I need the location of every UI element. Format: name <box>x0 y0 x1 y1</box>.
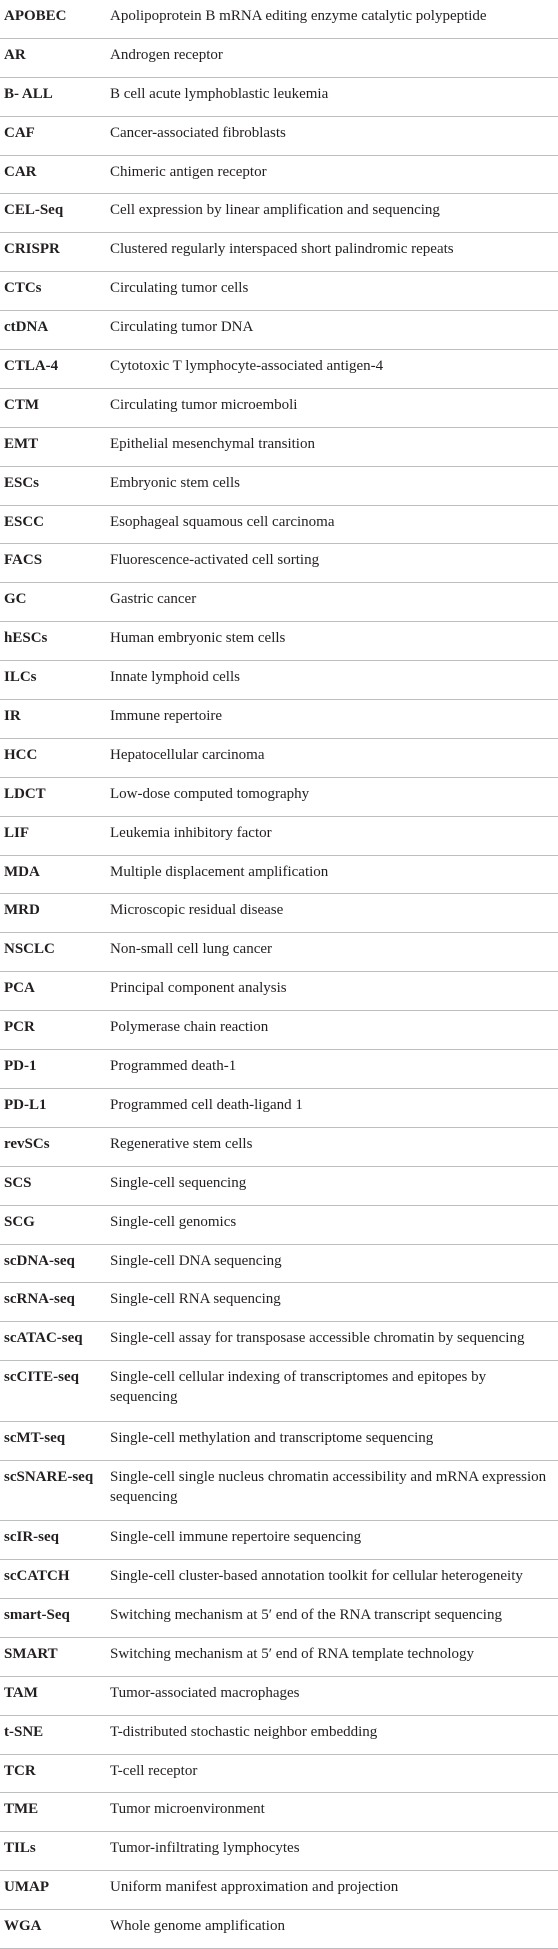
table-row <box>0 1793 558 1832</box>
abbreviation-term: PD-L1 <box>4 1096 47 1113</box>
table-row <box>0 856 558 895</box>
abbreviation-definition: Uniform manifest approximation and projection <box>110 1879 399 1896</box>
table-row <box>0 622 558 661</box>
abbreviation-term: CAF <box>4 124 35 141</box>
abbreviation-definition: Single-cell genomics <box>110 1213 237 1230</box>
abbreviation-term: PCR <box>4 1019 35 1036</box>
abbreviation-term: smart-Seq <box>4 1607 70 1624</box>
abbreviation-definition: Human embryonic stem cells <box>110 630 286 647</box>
abbreviation-term: FACS <box>4 552 43 569</box>
abbreviation-term: SCG <box>4 1213 35 1230</box>
abbreviation-term: scCITE-seq <box>4 1369 80 1386</box>
abbreviation-definition: Circulating tumor DNA <box>110 319 254 336</box>
table-row <box>0 350 558 389</box>
abbreviation-definition: Microscopic residual disease <box>110 902 284 919</box>
abbreviation-definition: Low-dose computed tomography <box>110 785 310 802</box>
abbreviation-definition: Single-cell cluster-based annotation toolkit for cellular heterogeneity <box>110 1568 523 1585</box>
table-row <box>0 778 558 817</box>
abbreviation-term: TILs <box>4 1840 36 1857</box>
abbreviation-definition: Principal component analysis <box>110 980 287 997</box>
abbreviation-term: ESCs <box>4 474 40 491</box>
abbreviation-term: scDNA-seq <box>4 1252 75 1269</box>
table-row <box>0 1283 558 1322</box>
abbreviation-definition: Cytotoxic T lymphocyte-associated antigen-4 <box>110 358 384 375</box>
abbreviation-definition: Chimeric antigen receptor <box>110 163 267 180</box>
abbreviation-term: hESCs <box>4 630 48 647</box>
table-row <box>0 0 558 39</box>
table-row <box>0 467 558 506</box>
abbreviation-definition: Embryonic stem cells <box>110 474 240 491</box>
table-row <box>0 272 558 311</box>
table-row <box>0 933 558 972</box>
table-row <box>0 194 558 233</box>
abbreviation-term: TCR <box>4 1762 36 1779</box>
table-row <box>0 1167 558 1206</box>
abbreviation-definition: T-distributed stochastic neighbor embedding <box>110 1723 378 1740</box>
table-row <box>0 156 558 195</box>
abbreviation-definition: Leukemia inhibitory factor <box>110 824 272 841</box>
table-row <box>0 1050 558 1089</box>
abbreviation-term: scCATCH <box>4 1568 70 1585</box>
abbreviation-term: AR <box>4 46 26 63</box>
abbreviation-definition: Single-cell sequencing <box>110 1174 247 1191</box>
abbreviation-term: CRISPR <box>4 241 60 258</box>
abbreviation-term: PCA <box>4 980 35 997</box>
abbreviation-definition: B cell acute lymphoblastic leukemia <box>110 85 329 102</box>
abbreviation-definition: Single-cell single nucleus chromatin accessibility and mRNA expression sequencing <box>110 1468 547 1505</box>
table-row <box>0 700 558 739</box>
abbreviation-definition: Single-cell immune repertoire sequencing <box>110 1529 362 1546</box>
abbreviation-definition: Single-cell RNA sequencing <box>110 1291 281 1308</box>
table-row <box>0 1910 558 1949</box>
abbreviation-definition: Polymerase chain reaction <box>110 1019 269 1036</box>
abbreviation-definition: Regenerative stem cells <box>110 1135 253 1152</box>
table-row <box>0 1677 558 1716</box>
abbreviation-definition: Apolipoprotein B mRNA editing enzyme catalytic polypeptide <box>110 8 487 24</box>
table-row <box>0 739 558 778</box>
table-row <box>0 389 558 428</box>
abbreviation-term: MRD <box>4 902 40 919</box>
abbreviation-term: LIF <box>4 824 30 841</box>
abbreviation-term: UMAP <box>4 1879 49 1896</box>
table-row <box>0 894 558 933</box>
abbreviation-definition: Androgen receptor <box>110 46 223 63</box>
abbreviation-definition: Circulating tumor cells <box>110 280 249 297</box>
abbreviation-definition: Fluorescence-activated cell sorting <box>110 552 320 569</box>
abbreviation-definition: Tumor-infiltrating lymphocytes <box>110 1840 300 1857</box>
abbreviation-definition: Single-cell cellular indexing of transcriptomes and epitopes by sequencing <box>110 1369 487 1406</box>
abbreviation-term: scATAC-seq <box>4 1330 83 1347</box>
table-row <box>0 1011 558 1050</box>
abbreviation-definition: Single-cell methylation and transcriptome sequencing <box>110 1429 434 1446</box>
abbreviation-term: TME <box>4 1801 39 1818</box>
abbreviation-term: CEL-Seq <box>4 202 64 219</box>
abbreviation-definition: Cell expression by linear amplification and sequencing <box>110 202 440 219</box>
table-row <box>0 233 558 272</box>
table-row <box>0 428 558 467</box>
abbreviation-definition: Hepatocellular carcinoma <box>110 746 265 763</box>
abbreviation-term: CAR <box>4 163 37 180</box>
abbreviation-definition: T-cell receptor <box>110 1762 198 1779</box>
abbreviation-term: revSCs <box>4 1135 50 1152</box>
abbreviation-definition: Switching mechanism at 5′ end of RNA template technology <box>110 1645 475 1662</box>
table-row <box>0 1322 558 1361</box>
abbreviation-definition: Immune repertoire <box>110 708 223 725</box>
abbreviation-term: CTCs <box>4 280 42 297</box>
table-row <box>0 544 558 583</box>
abbreviation-definition: Non-small cell lung cancer <box>110 941 273 958</box>
abbreviation-definition: Programmed death-1 <box>110 1058 237 1075</box>
abbreviation-term: CTLA-4 <box>4 358 59 375</box>
table-row <box>0 1716 558 1755</box>
abbreviation-definition: Multiple displacement amplification <box>110 863 329 880</box>
table-row <box>0 1245 558 1284</box>
table-row <box>0 1560 558 1599</box>
abbreviation-term: scSNARE-seq <box>4 1468 94 1485</box>
abbreviation-definition: Clustered regularly interspaced short palindromic repeats <box>110 241 454 258</box>
abbreviation-definition: Innate lymphoid cells <box>110 669 240 686</box>
table-row <box>0 1521 558 1560</box>
abbreviation-term: ctDNA <box>4 319 49 336</box>
abbreviation-definition: Tumor-associated macrophages <box>110 1684 300 1701</box>
abbreviation-term: SCS <box>4 1174 32 1191</box>
abbreviation-term: NSCLC <box>4 941 55 958</box>
table-row <box>0 1128 558 1167</box>
abbreviation-definition: Programmed cell death-ligand 1 <box>110 1096 303 1113</box>
table-row <box>0 972 558 1011</box>
table-row <box>0 39 558 78</box>
abbreviation-term: MDA <box>4 863 40 880</box>
abbreviation-definition: Gastric cancer <box>110 591 197 608</box>
abbreviation-definition: Cancer-associated fibroblasts <box>110 124 286 141</box>
abbreviation-definition: Circulating tumor microemboli <box>110 396 298 413</box>
abbreviation-definition: Epithelial mesenchymal transition <box>110 435 315 452</box>
abbreviation-term: WGA <box>4 1918 42 1935</box>
table-row <box>0 1599 558 1638</box>
abbreviation-term: HCC <box>4 746 38 763</box>
abbreviation-term: SMART <box>4 1645 58 1662</box>
table-row <box>0 1361 558 1422</box>
table-row <box>0 1832 558 1871</box>
abbreviation-term: B- ALL <box>4 85 53 102</box>
abbreviation-definition: Single-cell assay for transposase accessible chromatin by sequencing <box>110 1330 525 1347</box>
table-row <box>0 117 558 156</box>
abbreviation-term: t-SNE <box>4 1723 44 1740</box>
table-row <box>0 1089 558 1128</box>
abbreviation-term: EMT <box>4 435 39 452</box>
abbreviation-term: GC <box>4 591 27 608</box>
abbreviation-term: CTM <box>4 396 39 413</box>
table-row <box>0 661 558 700</box>
table-row <box>0 78 558 117</box>
abbreviation-definition: Whole genome amplification <box>110 1918 285 1935</box>
abbreviation-term: ILCs <box>4 669 37 686</box>
table-row <box>0 1755 558 1794</box>
table-row <box>0 1206 558 1245</box>
abbreviation-term: PD-1 <box>4 1058 37 1075</box>
abbreviation-term: ESCC <box>4 513 45 530</box>
abbreviation-term: TAM <box>4 1684 38 1701</box>
table-row <box>0 583 558 622</box>
abbreviation-term: scRNA-seq <box>4 1291 75 1308</box>
table-row <box>0 506 558 545</box>
abbreviation-term: IR <box>4 708 21 725</box>
abbreviation-definition: Tumor microenvironment <box>110 1801 265 1818</box>
table-row <box>0 1638 558 1677</box>
abbreviation-definition: Single-cell DNA sequencing <box>110 1252 282 1269</box>
table-row <box>0 817 558 856</box>
table-row <box>0 1422 558 1461</box>
abbreviation-term: LDCT <box>4 785 46 802</box>
table-row <box>0 1871 558 1910</box>
abbreviation-term: APOBEC <box>4 8 67 24</box>
abbreviation-definition: Switching mechanism at 5′ end of the RNA transcript sequencing <box>110 1607 502 1624</box>
abbreviation-term: scIR-seq <box>4 1529 59 1546</box>
table-row <box>0 1461 558 1522</box>
abbreviation-term: scMT-seq <box>4 1429 66 1446</box>
abbreviation-definition: Esophageal squamous cell carcinoma <box>110 513 335 530</box>
table-row <box>0 311 558 350</box>
